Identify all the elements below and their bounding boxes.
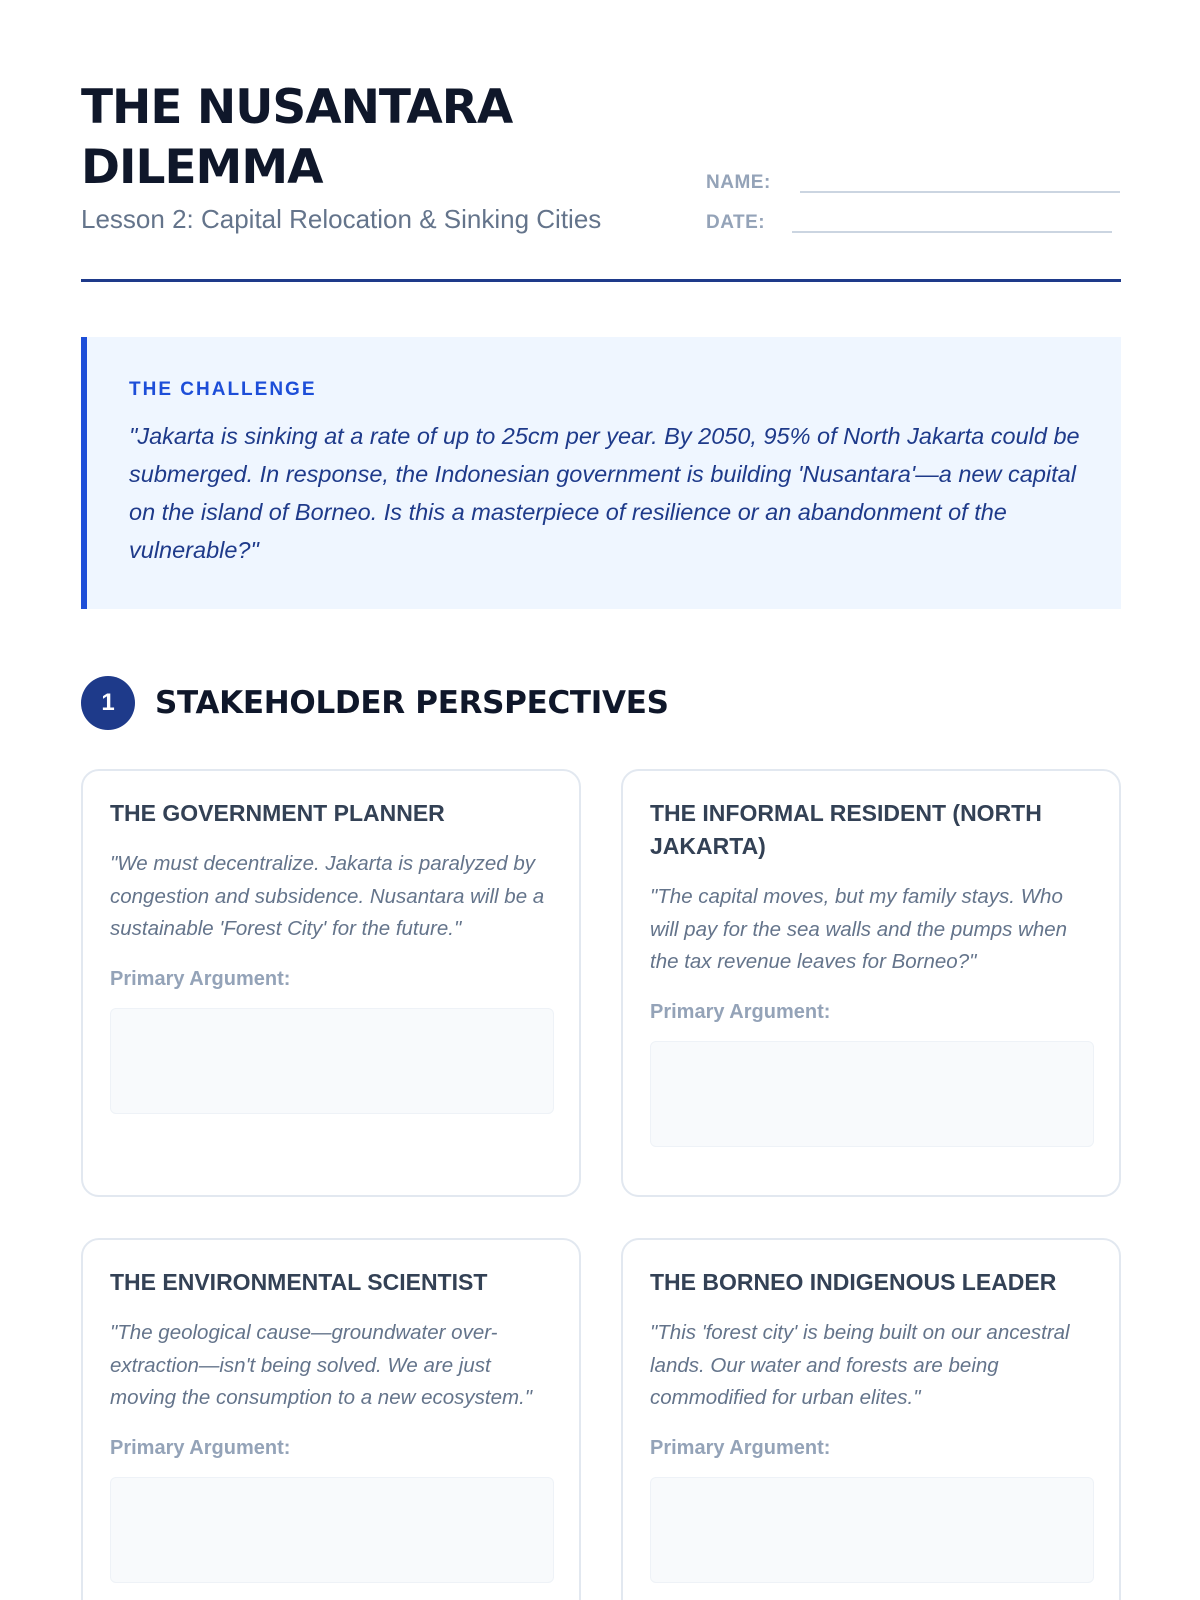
challenge-text: "Jakarta is sinking at a rate of up to 25cm per year. By 2050, 95% of North Jakarta could be submerged. In response, the Indonesian government is building 'Nusantara'—a new capital on the island of Borneo. Is this a masterpiece of resilience or an abandonment of the vulnerable?": [129, 423, 1080, 563]
card-title: THE INFORMAL RESIDENT (NORTH JAKARTA): [650, 800, 1042, 859]
primary-argument-answer-box[interactable]: [110, 1477, 554, 1583]
primary-argument-label: Primary Argument:: [650, 1436, 831, 1459]
worksheet-header: [81, 78, 1121, 283]
section-title: STAKEHOLDER PERSPECTIVES: [155, 685, 669, 721]
primary-argument-answer-box[interactable]: [110, 1008, 554, 1114]
worksheet-page: [81, 0, 1121, 1600]
card-quote: "The geological cause—groundwater over-extraction—isn't being solved. We are just moving the consumption to a new ecosystem.": [110, 1321, 533, 1409]
card-title: THE GOVERNMENT PLANNER: [110, 800, 445, 826]
challenge-box: [81, 337, 1121, 609]
primary-argument-label: Primary Argument:: [650, 1000, 831, 1023]
date-label: DATE:: [706, 212, 766, 233]
primary-argument-answer-box[interactable]: [650, 1041, 1094, 1147]
primary-argument-label: Primary Argument:: [110, 1436, 291, 1459]
section-number-badge: 1: [81, 676, 135, 730]
stakeholder-card-indigenous-leader: [621, 1238, 1121, 1600]
name-field: [706, 172, 1120, 194]
primary-argument-answer-box[interactable]: [650, 1477, 1094, 1583]
stakeholder-card-government-planner: [81, 769, 581, 1197]
date-input-line[interactable]: [792, 231, 1112, 233]
primary-argument-label: Primary Argument:: [110, 967, 291, 990]
stakeholder-card-informal-resident: [621, 769, 1121, 1197]
card-quote: "This 'forest city' is being built on our ancestral lands. Our water and forests are being commodified for urban elites.": [650, 1321, 1070, 1409]
date-field: [706, 212, 1112, 234]
page-title: THE NUSANTARA DILEMMA: [81, 80, 513, 195]
card-quote: "The capital moves, but my family stays. Who will pay for the sea walls and the pumps when the tax revenue leaves for Borneo?": [650, 885, 1068, 973]
lesson-subtitle: Lesson 2: Capital Relocation & Sinking Cities: [81, 204, 602, 234]
card-title: THE ENVIRONMENTAL SCIENTIST: [110, 1269, 488, 1295]
card-title: THE BORNEO INDIGENOUS LEADER: [650, 1269, 1057, 1295]
header-divider: [81, 279, 1121, 282]
name-label: NAME:: [706, 172, 771, 193]
challenge-label: THE CHALLENGE: [129, 379, 317, 400]
stakeholder-card-environmental-scientist: [81, 1238, 581, 1600]
card-quote: "We must decentralize. Jakarta is paralyzed by congestion and subsidence. Nusantara will be a sustainable 'Forest City' for the future.": [110, 852, 545, 940]
name-input-line[interactable]: [800, 191, 1120, 193]
section-heading: [81, 676, 669, 730]
